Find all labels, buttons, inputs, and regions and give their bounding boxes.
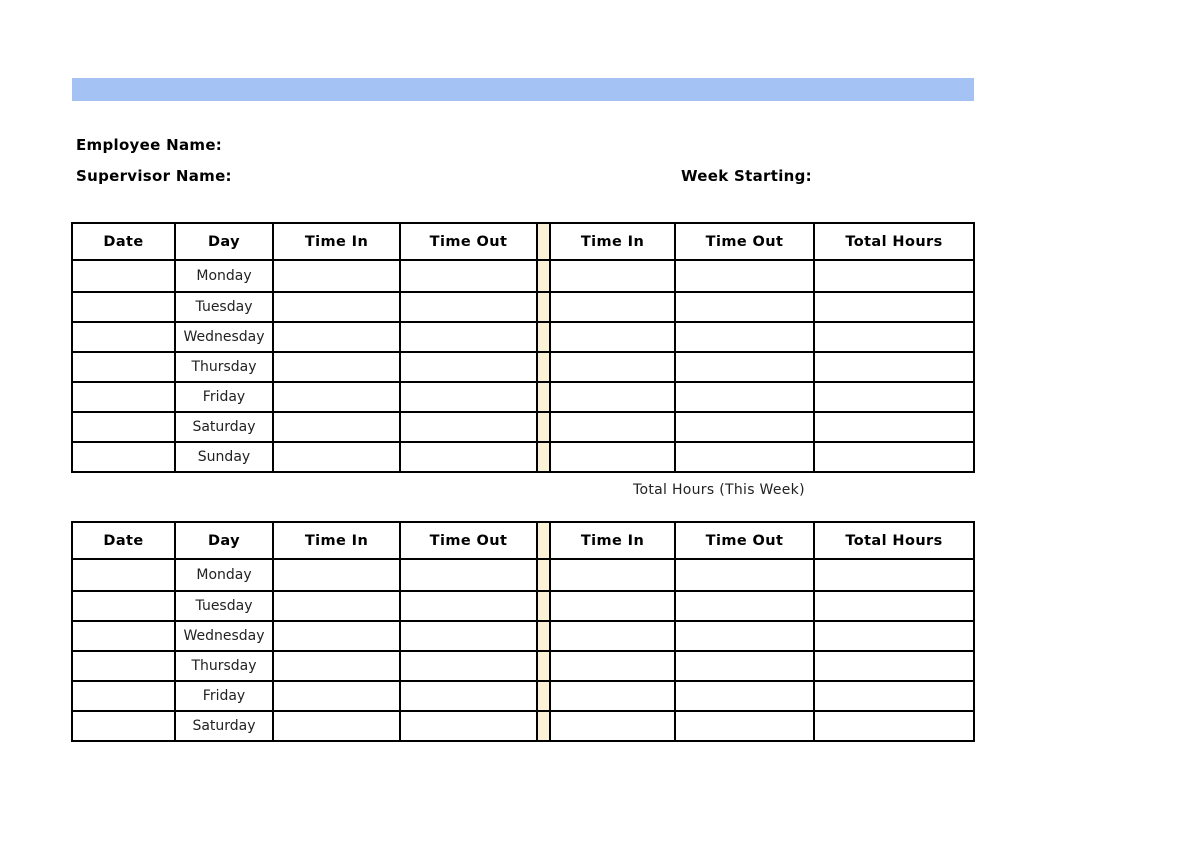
time-out-2-cell[interactable] xyxy=(675,621,814,651)
time-in-2-cell[interactable] xyxy=(550,292,675,322)
column-header-time-out-2: Time Out xyxy=(675,522,814,559)
date-cell[interactable] xyxy=(72,352,175,382)
time-in-2-cell[interactable] xyxy=(550,260,675,292)
total-hours-cell[interactable] xyxy=(814,651,974,681)
column-separator xyxy=(537,522,550,559)
date-cell[interactable] xyxy=(72,559,175,591)
time-out-cell[interactable] xyxy=(400,352,537,382)
date-cell[interactable] xyxy=(72,591,175,621)
day-cell: Tuesday xyxy=(175,292,273,322)
day-cell: Saturday xyxy=(175,412,273,442)
date-cell[interactable] xyxy=(72,260,175,292)
total-hours-cell[interactable] xyxy=(814,352,974,382)
time-out-2-cell[interactable] xyxy=(675,322,814,352)
table-row xyxy=(72,352,974,382)
time-out-2-cell[interactable] xyxy=(675,651,814,681)
week-1-rows xyxy=(72,260,974,472)
time-in-cell[interactable] xyxy=(273,651,400,681)
column-header-date: Date xyxy=(72,223,175,260)
time-in-2-cell[interactable] xyxy=(550,711,675,741)
time-out-2-cell[interactable] xyxy=(675,352,814,382)
separator-cell xyxy=(537,292,550,322)
date-cell[interactable] xyxy=(72,681,175,711)
time-out-cell[interactable] xyxy=(400,442,537,472)
date-cell[interactable] xyxy=(72,292,175,322)
table-row xyxy=(72,322,974,352)
column-separator xyxy=(537,223,550,260)
separator-cell xyxy=(537,651,550,681)
day-cell: Thursday xyxy=(175,352,273,382)
column-header-time-out-2: Time Out xyxy=(675,223,814,260)
timesheet-table-week-2 xyxy=(71,521,975,742)
supervisor-name-label: Supervisor Name: xyxy=(76,167,232,185)
separator-cell xyxy=(537,260,550,292)
time-out-2-cell[interactable] xyxy=(675,442,814,472)
time-out-cell[interactable] xyxy=(400,412,537,442)
time-out-cell[interactable] xyxy=(400,559,537,591)
separator-cell xyxy=(537,442,550,472)
time-in-cell[interactable] xyxy=(273,711,400,741)
time-in-cell[interactable] xyxy=(273,412,400,442)
time-in-2-cell[interactable] xyxy=(550,559,675,591)
day-cell: Saturday xyxy=(175,711,273,741)
total-hours-cell[interactable] xyxy=(814,322,974,352)
separator-cell xyxy=(537,711,550,741)
time-out-2-cell[interactable] xyxy=(675,382,814,412)
column-header-time-out: Time Out xyxy=(400,223,537,260)
total-hours-cell[interactable] xyxy=(814,621,974,651)
date-cell[interactable] xyxy=(72,711,175,741)
time-out-2-cell[interactable] xyxy=(675,559,814,591)
day-cell: Monday xyxy=(175,559,273,591)
total-hours-cell[interactable] xyxy=(814,412,974,442)
table-row xyxy=(72,621,974,651)
column-header-time-in-2: Time In xyxy=(550,223,675,260)
time-out-cell[interactable] xyxy=(400,711,537,741)
time-out-2-cell[interactable] xyxy=(675,591,814,621)
separator-cell xyxy=(537,412,550,442)
total-hours-cell[interactable] xyxy=(814,442,974,472)
separator-cell xyxy=(537,352,550,382)
timesheet-table-week-1 xyxy=(71,222,975,473)
time-out-cell[interactable] xyxy=(400,651,537,681)
time-in-2-cell[interactable] xyxy=(550,352,675,382)
time-in-cell[interactable] xyxy=(273,292,400,322)
time-in-cell[interactable] xyxy=(273,322,400,352)
column-header-total-hours: Total Hours xyxy=(814,522,974,559)
table-row xyxy=(72,681,974,711)
table-row xyxy=(72,559,974,591)
time-in-2-cell[interactable] xyxy=(550,621,675,651)
time-in-cell[interactable] xyxy=(273,382,400,412)
total-hours-cell[interactable] xyxy=(814,559,974,591)
time-out-cell[interactable] xyxy=(400,322,537,352)
column-header-total-hours: Total Hours xyxy=(814,223,974,260)
time-out-2-cell[interactable] xyxy=(675,260,814,292)
separator-cell xyxy=(537,382,550,412)
time-out-2-cell[interactable] xyxy=(675,412,814,442)
day-cell: Thursday xyxy=(175,651,273,681)
total-hours-cell[interactable] xyxy=(814,260,974,292)
week-2-rows xyxy=(72,559,974,741)
table-row xyxy=(72,412,974,442)
date-cell[interactable] xyxy=(72,651,175,681)
time-in-cell[interactable] xyxy=(273,260,400,292)
time-in-2-cell[interactable] xyxy=(550,591,675,621)
day-cell: Wednesday xyxy=(175,621,273,651)
day-cell: Wednesday xyxy=(175,322,273,352)
time-in-cell[interactable] xyxy=(273,621,400,651)
column-header-time-in: Time In xyxy=(273,522,400,559)
time-in-cell[interactable] xyxy=(273,352,400,382)
time-in-cell[interactable] xyxy=(273,681,400,711)
separator-cell xyxy=(537,322,550,352)
time-in-cell[interactable] xyxy=(273,559,400,591)
day-cell: Friday xyxy=(175,382,273,412)
table-row xyxy=(72,591,974,621)
date-cell[interactable] xyxy=(72,322,175,352)
total-hours-cell[interactable] xyxy=(814,382,974,412)
separator-cell xyxy=(537,591,550,621)
time-out-cell[interactable] xyxy=(400,382,537,412)
time-out-cell[interactable] xyxy=(400,260,537,292)
column-header-time-in: Time In xyxy=(273,223,400,260)
time-in-cell[interactable] xyxy=(273,442,400,472)
total-hours-cell[interactable] xyxy=(814,591,974,621)
time-in-cell[interactable] xyxy=(273,591,400,621)
time-in-2-cell[interactable] xyxy=(550,651,675,681)
separator-cell xyxy=(537,681,550,711)
day-cell: Sunday xyxy=(175,442,273,472)
time-out-cell[interactable] xyxy=(400,292,537,322)
column-header-day: Day xyxy=(175,223,273,260)
time-out-cell[interactable] xyxy=(400,591,537,621)
column-header-time-in-2: Time In xyxy=(550,522,675,559)
day-cell: Tuesday xyxy=(175,591,273,621)
table-row xyxy=(72,442,974,472)
date-cell[interactable] xyxy=(72,412,175,442)
column-header-day: Day xyxy=(175,522,273,559)
table-row xyxy=(72,292,974,322)
time-in-2-cell[interactable] xyxy=(550,322,675,352)
column-header-time-out: Time Out xyxy=(400,522,537,559)
date-cell[interactable] xyxy=(72,621,175,651)
time-in-2-cell[interactable] xyxy=(550,382,675,412)
separator-cell xyxy=(537,621,550,651)
time-out-2-cell[interactable] xyxy=(675,681,814,711)
table-row xyxy=(72,711,974,741)
table-row xyxy=(72,651,974,681)
employee-name-label: Employee Name: xyxy=(76,136,223,154)
table-row xyxy=(72,260,974,292)
separator-cell xyxy=(537,559,550,591)
time-in-2-cell[interactable] xyxy=(550,681,675,711)
week-starting-label: Week Starting: xyxy=(681,167,812,185)
total-hours-cell[interactable] xyxy=(814,292,974,322)
date-cell[interactable] xyxy=(72,382,175,412)
total-hours-cell[interactable] xyxy=(814,711,974,741)
header-banner xyxy=(72,78,974,101)
time-out-cell[interactable] xyxy=(400,621,537,651)
time-in-2-cell[interactable] xyxy=(550,442,675,472)
column-header-date: Date xyxy=(72,522,175,559)
time-out-2-cell[interactable] xyxy=(675,292,814,322)
date-cell[interactable] xyxy=(72,442,175,472)
time-out-cell[interactable] xyxy=(400,681,537,711)
total-hours-cell[interactable] xyxy=(814,681,974,711)
day-cell: Friday xyxy=(175,681,273,711)
day-cell: Monday xyxy=(175,260,273,292)
time-in-2-cell[interactable] xyxy=(550,412,675,442)
time-out-2-cell[interactable] xyxy=(675,711,814,741)
table-row xyxy=(72,382,974,412)
total-hours-this-week-label: Total Hours (This Week) xyxy=(633,482,805,498)
